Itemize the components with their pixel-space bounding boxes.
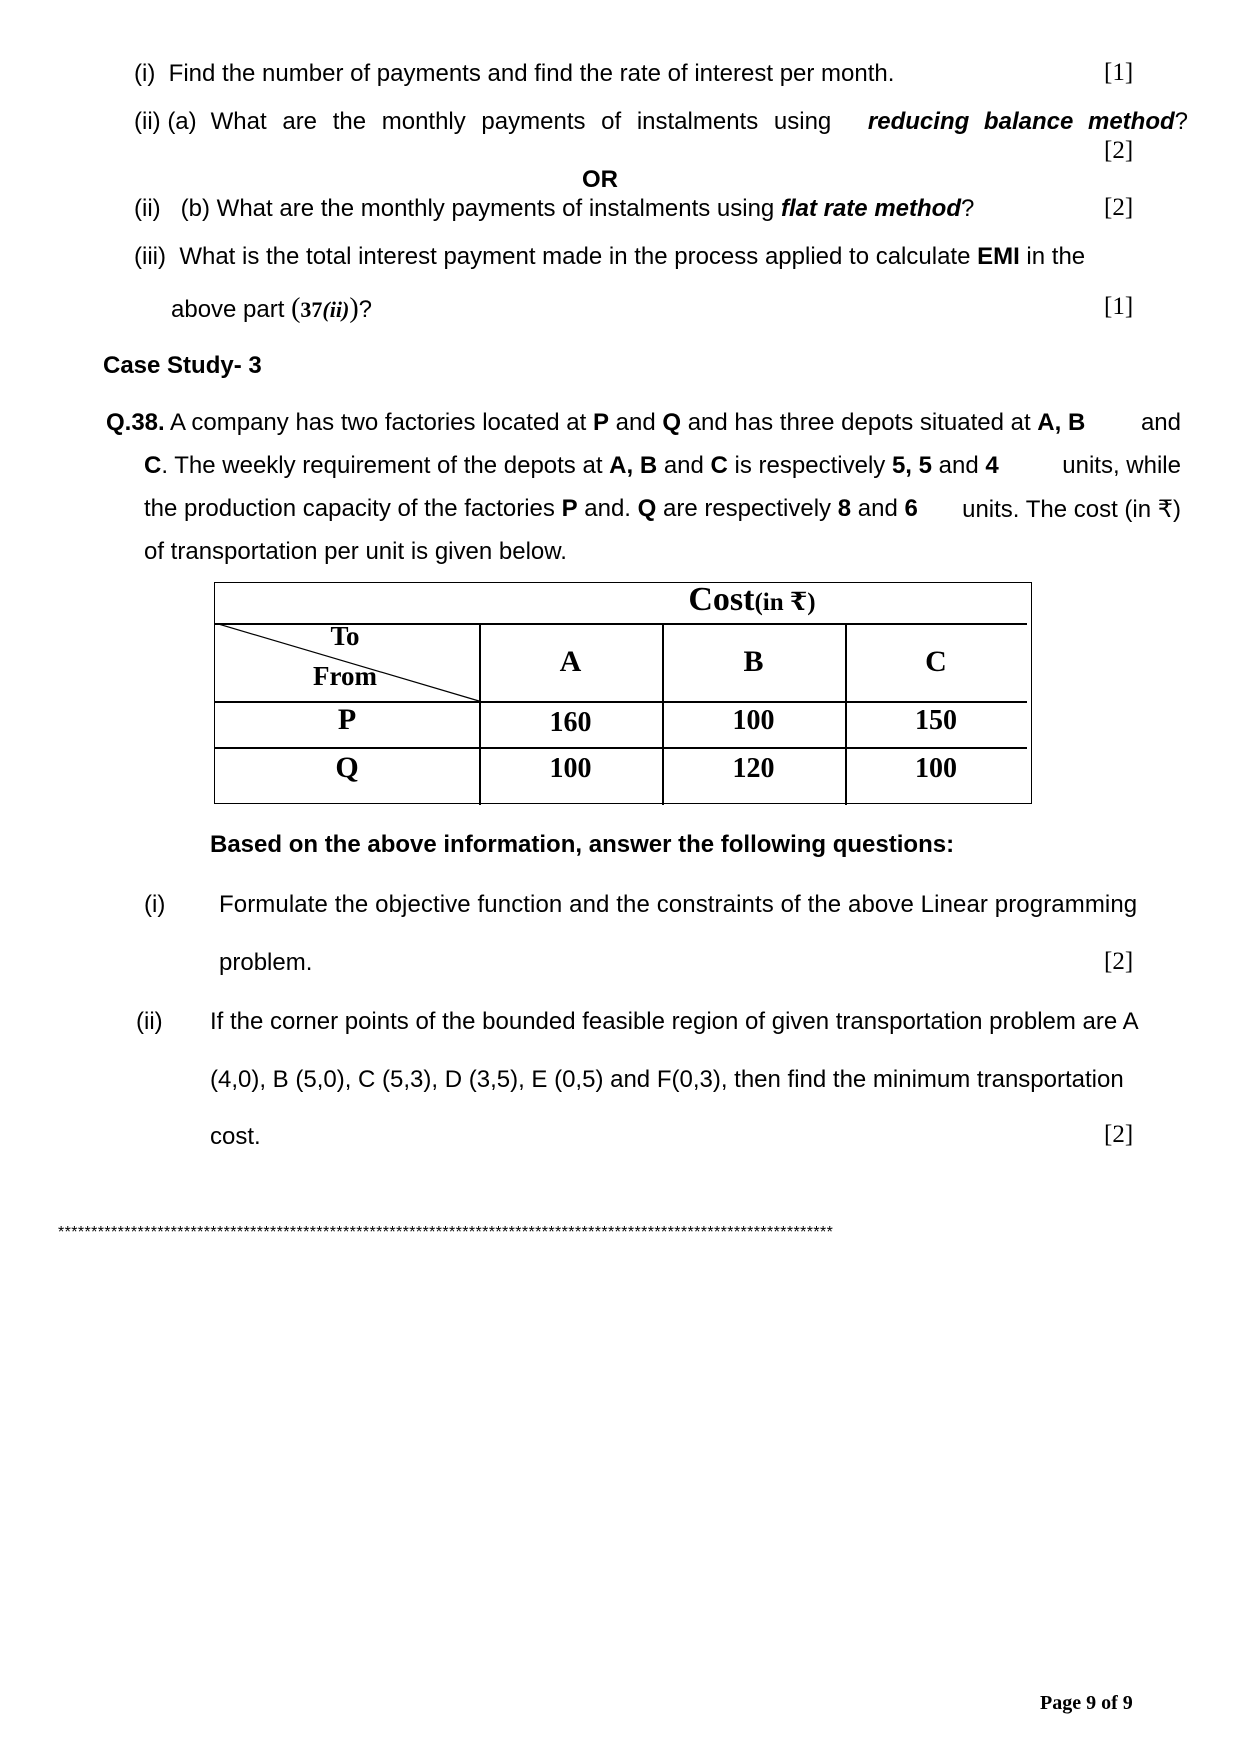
page-number: Page 9 of 9	[1040, 1692, 1133, 1714]
row-label: Q	[335, 751, 359, 784]
q37-iib-text: (b) What are the monthly payments of instalments using	[180, 195, 781, 222]
sub-i-line2: problem.	[219, 949, 313, 976]
q38-l2-seg: and	[657, 452, 711, 479]
corner-from: From	[313, 661, 377, 691]
q38-l3-cap6: 6	[904, 495, 918, 522]
q37-iii-ref-num: 37	[300, 297, 323, 322]
q38-l3-seg: the production capacity of the factories	[144, 495, 562, 522]
q38-l1-q: Q	[662, 409, 682, 436]
table-cell: 120	[732, 753, 775, 784]
q38-l2-c: C	[144, 452, 162, 479]
q38-l2-seg: is respectively	[727, 452, 892, 479]
q38-l1-end: and	[1140, 409, 1181, 436]
table-cell: 160	[549, 707, 592, 738]
table-title	[479, 581, 1025, 619]
table-title-unit: (in ₹)	[754, 589, 816, 616]
table-title-text: Cost	[688, 581, 755, 618]
end-separator: *********************************************************************************************************************	[58, 1224, 834, 1241]
q38-l1-p: P	[592, 409, 609, 436]
q38-l2-seg: and	[931, 452, 986, 479]
q38-line2	[144, 452, 1181, 480]
q37-iii-text1: What is the total interest payment made in the process applied to calculate	[179, 243, 978, 270]
q38-l2-req4: 4	[985, 452, 999, 479]
q37-i-mark: [1]	[1104, 59, 1134, 86]
q37-iii-emi: EMI	[977, 243, 1020, 270]
q38-line3	[144, 495, 1181, 524]
sub-ii-number: (ii)	[136, 1008, 163, 1035]
table-rule	[215, 747, 1027, 749]
sub-ii-line1: If the corner points of the bounded feasible region of given transportation problem are A	[210, 1008, 1139, 1035]
q38-label: Q.38.	[106, 409, 165, 436]
sub-i-number: (i)	[144, 891, 166, 918]
q38-line4: of transportation per unit is given below.	[144, 538, 567, 565]
cost-table	[214, 582, 1032, 804]
table-cell: 100	[732, 705, 775, 736]
q37-iia-mark: [2]	[1104, 137, 1134, 164]
q37-iii-ref-inner: (ii)	[322, 297, 350, 322]
q37-iib-line	[134, 195, 974, 223]
or-separator: OR	[582, 166, 618, 193]
column-header: C	[925, 645, 947, 678]
q37-iii-text2: in the	[1019, 243, 1086, 270]
q37-iia-end: ?	[1174, 108, 1188, 135]
table-cell: 100	[549, 753, 592, 784]
q38-l1-ab: A, B	[1037, 409, 1086, 436]
sub-i-line1: Formulate the objective function and the constraints of the above Linear programming	[219, 891, 1138, 918]
q38-l3-end: units. The cost (in ₹)	[962, 496, 1181, 523]
q38-l3-seg: and	[851, 495, 905, 522]
case-study-heading: Case Study- 3	[103, 352, 262, 379]
q38-l2-c2: C	[710, 452, 728, 479]
q38-l2-end: units, while	[1062, 452, 1181, 479]
q38-l3-p: P	[561, 495, 578, 522]
column-header: B	[743, 645, 764, 678]
q37-iii-line2	[171, 293, 372, 325]
sub-i-mark: [2]	[1104, 948, 1134, 975]
sub-ii-mark: [2]	[1104, 1121, 1134, 1148]
q38-l2-seg: . The weekly requirement of the depots at	[161, 452, 610, 479]
q37-iia-number: (ii) (a)	[134, 108, 197, 135]
q38-l1-seg: A company has two factories located at	[170, 409, 593, 436]
sub-ii-line2: (4,0), B (5,0), C (5,3), D (3,5), E (0,5) and F(0,3), then find the minimum transportation	[210, 1066, 1124, 1093]
based-on-heading: Based on the above information, answer the following questions:	[210, 831, 955, 858]
q37-iii-ref-open: (	[291, 293, 301, 324]
q38-l2-req: 5, 5	[891, 452, 932, 479]
table-cell: 100	[915, 753, 957, 784]
q37-i-line	[134, 60, 894, 88]
q37-i-text: Find the number of payments and find the rate of interest per month.	[168, 60, 895, 87]
q37-iib-end: ?	[960, 195, 975, 222]
q38-l3-cap8: 8	[837, 495, 852, 522]
q38-l1-seg: and	[608, 409, 663, 436]
corner-to: To	[330, 621, 360, 651]
q37-iia-text: What are the monthly payments of instalments using	[210, 108, 832, 135]
row-label: P	[337, 703, 357, 736]
q37-iib-number: (ii)	[134, 195, 161, 222]
q37-iia-line	[134, 108, 1188, 136]
q38-l3-seg: are respectively	[656, 495, 838, 522]
q38-l1-seg: and has three depots situated at	[681, 409, 1038, 436]
column-header: A	[559, 645, 582, 678]
q37-iii-mark: [1]	[1104, 293, 1134, 320]
q37-iii-line2b: ?	[358, 296, 372, 323]
q37-iii-number: (iii)	[134, 243, 166, 270]
q37-iib-emphasis: flat rate method	[780, 195, 961, 222]
q37-iii-line1	[134, 243, 1085, 271]
q37-iia-emphasis: reducing balance method	[867, 108, 1175, 135]
q38-l2-ab: A, B	[609, 452, 658, 479]
q37-iii-ref-close: )	[349, 293, 359, 324]
q38-l3-seg: and.	[577, 495, 638, 522]
table-cell: 150	[915, 705, 957, 736]
q37-iii-line2a: above part	[171, 296, 292, 323]
q37-i-number: (i)	[134, 60, 156, 87]
q37-iib-mark: [2]	[1104, 194, 1134, 221]
q38-line1	[106, 409, 1181, 437]
sub-ii-line3: cost.	[210, 1123, 261, 1150]
q38-l3-q: Q	[637, 495, 657, 522]
